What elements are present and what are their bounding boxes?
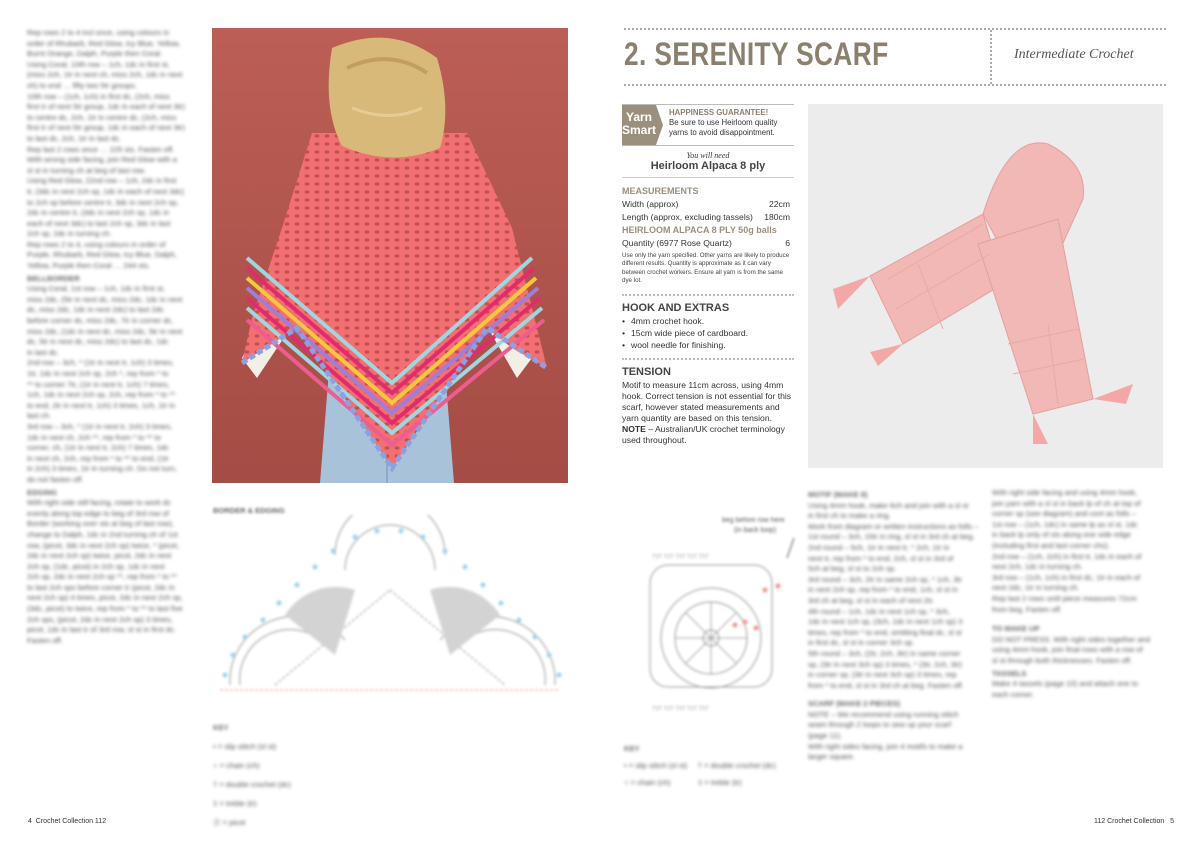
right-page-footer <box>1094 818 1174 825</box>
yarn-smart-box <box>622 104 794 146</box>
shawl-photo <box>212 28 568 483</box>
motif-key: KEY • = slip stitch (sl st) † = double crochet (dc) ○ = chain (ch) ‡ = treble (tr) <box>624 744 776 787</box>
yarn-heading: HEIRLOOM ALPACA 8 PLY 50g balls <box>622 225 777 235</box>
section-divider <box>622 294 794 296</box>
pattern-text-column-3: With right side facing and using 4mm hook, join yarn with a sl st in back lp of ch at top of corner sp (see diagram) and cont as folls – 1st row – (1ch, 1dc) in same lp as sl st, 1dc in back lp only of sts along one side edge (including first and last corner chs). 2nd row – (1ch, 2ch) in first tr, 1dc in each of next 2ch, 1dc in turning ch. 3rd row – (1ch, 1ch) in first dc, 1tr in each of next 2dc, 1tr in turning ch. Rep last 2 rows until piece measures 72cm from beg. Fasten off. TO MAKE UP DO NOT PRESS. With right sides together and using 4mm hook, join final rows with a row of sl st through both thicknesses. Fasten off. TASSELS Make 4 tassels (page 10) and attach one to each corner. <box>992 488 1151 699</box>
extras-item: • wool needle for finishing. <box>622 340 794 350</box>
title-bar <box>624 28 1166 86</box>
left-page-footer <box>28 818 106 825</box>
measurements-heading: MEASUREMENTS <box>622 186 699 196</box>
measurement-row: Width (approx) 22cm <box>622 199 790 209</box>
svg-text:beg before row here: beg before row here <box>722 517 785 524</box>
hook-extras-heading: HOOK AND EXTRAS <box>622 301 730 314</box>
border-key: KEY • = slip stitch (sl st) ○ = chain (ch) † = double crochet (dc) ‡ = treble (tr) ⓟ = picot <box>213 723 291 827</box>
scarf-photo <box>808 104 1163 468</box>
section-divider <box>622 358 794 360</box>
you-will-need: You will need Heirloom Alpaca 8 ply <box>622 151 794 178</box>
border-edging-chart <box>215 515 570 715</box>
tension-section: TENSION Motif to measure 11cm across, using 4mm hook. Correct tension is not essential for this scarf, however stated measurements and yarn quantity are based on this tension. NOTE – Australian/UK crochet terminology used throughout. <box>622 366 794 446</box>
pattern-text-column-2: MOTIF (MAKE 8) Using 4mm hook, make 6ch and join with a sl st in first ch to make a ring. Work from diagram or written instructions as folls – 1st round – 3ch, 15tr in ring, sl st in 3rd ch at beg. 2nd round – 5ch, 1tr in next tr, * 2ch, 1tr in next tr, rep from * to end, 2ch, sl st in 3rd of 5ch at beg, sl st to 2ch sp. 3rd round – 3ch, 2tr in same 2ch sp, * 1ch, 3tr in next 2ch sp, rep from * to end, 1ch, sl st in 3rd ch at beg, sl st in each of next 2tr. 4th round – 1ch, 1dc in next 1ch sp, * 3ch, 1dc in next 1ch sp, (3ch, 1dc in next 1ch sp) 3 times, rep from * to end, omitting final dc, sl st in first dc, sl st in corner 3ch sp. 5th round – 3ch, (2tr, 2ch, 3tr) in same corner sp, (3tr in next 3ch sp) 3 times, * (3tr, 2ch, 3tr) in corner sp, (3tr in next 3ch sp) 3 times, rep from * to end, sl st in 3rd ch at beg. Fasten off. SCARF (MAKE 2 PIECES) NOTE – We recommend using running stitch seam through 2 loops to sew up your scarf (page 11). With right sides facing, join 4 motifs to make a larger square. <box>808 490 978 762</box>
yarn-name: Heirloom Alpaca 8 ply <box>650 160 766 172</box>
svg-text:†‡† †‡† †‡† †‡† †‡†: †‡† †‡† †‡† †‡† †‡† <box>652 706 709 712</box>
motif-chart <box>622 510 802 735</box>
left-page-number: 4 <box>28 818 32 825</box>
svg-text:†‡† †‡† †‡† †‡† †‡†: †‡† †‡† †‡† †‡† †‡† <box>652 554 709 560</box>
yarn-note: Use only the yarn specified. Other yarns are likely to produce different results. Quantity is approximate as it can vary between crochet workers. Ensure all yarn is from the same dye lot. <box>622 252 790 285</box>
pattern-title: 2. SERENITY SCARF <box>624 36 889 72</box>
yarn-smart-badge: Yarn Smart <box>622 105 656 145</box>
svg-text:(in back loop): (in back loop) <box>734 527 777 534</box>
tension-text: Motif to measure 11cm across, using 4mm hook. Correct tension is not essential for this scarf, however stated measurements and yarn quantity are based on this tension. <box>622 379 792 423</box>
pattern-text-column-1: Rep rows 2 to 4 incl once, using colours in order of Rhubarb, Red Glow, Icy Blue, Yellow, Burnt Orange, Dalph, Purple then Coral. Using Coral, 10th row – 1ch, 1dc in first st, (miss 2ch, 1tr in next ch, miss 2ch, 1dc in next ch) to end … fifty two 5tr groups. 10th row – (1ch, 1ch) in first dc, (2ch, miss first tr of next 5tr group, 1dc in each of next 3tr) to centre dc, 2ch, 1tr in centre dc, (2ch, miss first tr of next 5tr group, 1dc in each of next 3tr) to last dc, 2ch, 1tr in last dc. Rep last 2 rows once … 225 sts. Fasten off. With wrong side facing, join Red Glow with a sl st in turning ch at beg of last row. Using Red Glow, 22nd row – 1ch, 2dc in first tr, (3dc in next 2ch sp, 1dc in each of next 3dc) to 2ch sp before centre tr, 3dc in next 2ch sp, 2dc in centre tr, (3dc in next 2ch sp, 1dc in each of next 3dc) to last 2ch sp, 3dc in last 2ch sp, 2dc in turning ch. Rep rows 2 to 4, using colours in order of Purple, Rhubarb, Red Glow, Icy Blue, Dalph, Yellow, Purple then Coral … 244 sts. BELLBORDER Using Coral, 1st row – 1ch, 1dc in first st, miss 2dc, (5tr in next dc, miss 2dc, 1dc in next dc, miss 2dc, 1dc in next 2dc) to last 2dc before corner dc, miss 2dc, 7tr in corner dc, miss 2dc, (1dc in next dc, miss 2dc, 5tr in next dc, 5tr in next dc, miss 2dc) to last dc, 1dc in last dc. 2nd row – 3ch, * (1tr in next tr, 1ch) 3 times, 1tr, 1dc in next 2ch sp, 2ch *, rep from * to ** to corner 7tr, (1tr in next tr, 1ch) 7 times, 1ch, 1dc in next 2ch sp, 2ch, rep from * to ** to end, 2tr in next tr, 1ch) 3 times, 1ch, 1tr in last ch. 3rd row – 3ch, * (1tr in next tr, 2ch) 3 times, 1dc in next ch, 2ch **, rep from * to ** to corner, ch, (1tr in next tr, 2ch) 7 times, 1dc in next ch, 2ch, rep from * to ** to end, (1tr in 2ch) 3 times, 1tr in turning ch. Do not turn, do not fasten off. EDGING With right side still facing, rotate to work dc evenly along top edge to beg of 3rd row of Border (working over sts at beg of last row), change to Dalph, 1dc in 2nd turning ch of 1st row, (picot, 3dc in next 2ch sp) twice, * (picot, 2dc in next 2ch sp) twice, picot, 2dc in next 2ch sp, (1dc, picot) in 2ch sp, 1dc in next 2ch sp, 2dc in next 2ch sp **, rep from * to ** to last 2ch sps before corner tr (picot, 2dc in next 2ch sp) 4 times, picot, 2dc in next 2ch sp, (3dc, picot) to twice, rep from * to ** to last five 2ch sps, (picot, 2dc in next 2ch sp) 3 times, picot, 1dc in last tr of 3rd row, sl st in first dc. Fasten off. <box>27 28 185 645</box>
measurement-row: Length (approx, excluding tassels) 180cm <box>622 212 790 222</box>
materials-column <box>622 104 794 446</box>
extras-item: • 15cm wide piece of cardboard. <box>622 328 794 338</box>
tension-heading: TENSION <box>622 365 671 378</box>
extras-item: • 4mm crochet hook. <box>622 316 794 326</box>
left-publication: Crochet Collection 112 <box>35 818 107 825</box>
right-publication: 112 Crochet Collection <box>1094 818 1165 825</box>
right-page-number: 5 <box>1170 818 1175 825</box>
border-edging-heading: BORDER & EDGING <box>213 506 285 515</box>
quantity-row: Quantity (6977 Rose Quartz) 6 <box>622 238 790 248</box>
title-divider <box>990 30 992 84</box>
skill-level: Intermediate Crochet <box>1014 47 1134 62</box>
happiness-guarantee: HAPPINESS GUARANTEE! <box>669 108 769 117</box>
yarn-smart-text: Be sure to use Heirloom quality yarns to avoid disappointment. <box>669 118 778 137</box>
